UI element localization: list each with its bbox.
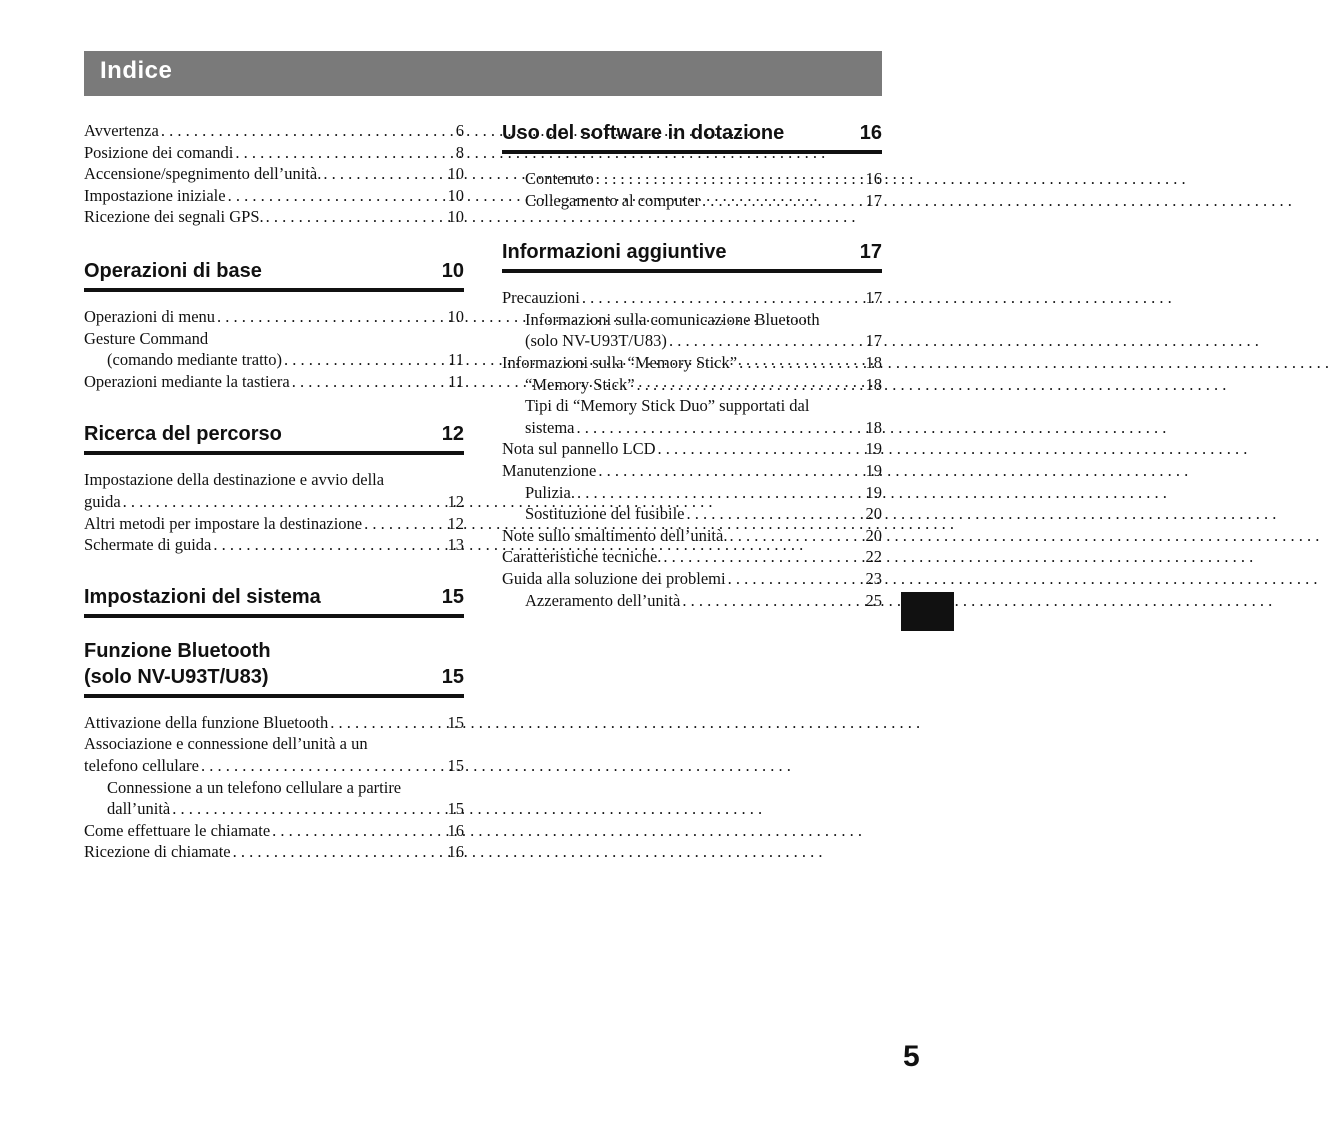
- toc-entry-text: dall’unità: [107, 799, 171, 819]
- section-operazioni-di-base: [84, 258, 464, 392]
- leader-dots: [233, 841, 446, 863]
- toc-entry-text: Caratteristiche tecniche.: [502, 547, 662, 567]
- toc-entry-page: 15: [447, 799, 464, 819]
- toc-entry-text: Ricezione dei segnali GPS.: [84, 207, 264, 227]
- section-title: Ricerca del percorso: [84, 423, 282, 446]
- toc-entry-text: Contenuto: [525, 169, 594, 188]
- toc-entry-page: 12: [447, 491, 464, 511]
- toc-entry-page: 16: [447, 820, 464, 840]
- leader-dots: [213, 534, 445, 556]
- section-heading[interactable]: [84, 584, 464, 618]
- toc-entry-page: 10: [447, 207, 464, 227]
- toc-entry-text: (solo NV-U93T/U83): [525, 331, 667, 351]
- leader-dots: [323, 163, 445, 185]
- toc-entry[interactable]: [502, 546, 882, 568]
- toc-entry-text: Accensione/spegnimento dell’unità.: [84, 164, 322, 184]
- toc-entry[interactable]: [84, 798, 464, 820]
- toc-entry-text: Impostazione iniziale: [84, 185, 226, 205]
- section-title: Impostazioni del sistema: [84, 585, 321, 608]
- leader-dots: [172, 798, 445, 820]
- toc-entry[interactable]: [502, 438, 882, 460]
- toc-entry-page: 18: [865, 417, 882, 437]
- section-title: Informazioni aggiuntive: [502, 241, 727, 264]
- toc-entry-page: 19: [865, 460, 882, 480]
- toc-entry-text: Ricezione di chiamate: [84, 842, 231, 862]
- toc-entry[interactable]: [84, 841, 464, 863]
- toc-entry[interactable]: [84, 206, 464, 228]
- toc-entry[interactable]: [502, 590, 882, 612]
- leader-dots: [582, 287, 864, 309]
- toc-entry-page: 22: [865, 547, 882, 567]
- leader-dots: [686, 503, 863, 525]
- section-page: 15: [441, 585, 464, 608]
- toc-entry-text: guida: [84, 491, 121, 511]
- toc-entry-page: 17: [865, 331, 882, 351]
- leader-dots: [201, 755, 446, 777]
- toc-entry-page: 20: [865, 504, 882, 524]
- page-number: 5: [903, 1040, 920, 1073]
- section-heading[interactable]: [502, 120, 882, 154]
- toc-entry[interactable]: [502, 287, 882, 309]
- toc-entry[interactable]: [502, 417, 882, 439]
- section-page: 17: [859, 241, 882, 264]
- section-page: 10: [441, 259, 464, 282]
- leader-dots: [598, 460, 863, 482]
- toc-entry[interactable]: [84, 820, 464, 842]
- toc-entry-text: Sostituzione del fusibile: [525, 504, 685, 524]
- toc-entry-text: sistema: [525, 417, 575, 437]
- toc-entry[interactable]: [84, 142, 464, 164]
- section-uso-del-software: [502, 120, 882, 211]
- section-ricerca-del-percorso: [84, 421, 464, 555]
- toc-entry-text: Pulizia.: [525, 482, 575, 502]
- toc-entry[interactable]: [84, 755, 464, 777]
- leader-dots: [596, 168, 864, 190]
- toc-entry-text: Guida alla soluzione dei problemi: [502, 568, 726, 588]
- toc-entry[interactable]: [84, 120, 464, 142]
- leader-dots: [702, 190, 863, 212]
- toc-entry[interactable]: [84, 185, 464, 207]
- toc-entry-text: Manutenzione: [502, 460, 597, 480]
- toc-entry-page: 23: [865, 568, 882, 588]
- toc-entry-page: 20: [865, 525, 882, 545]
- toc-entry-text: Collegamento al computer: [525, 190, 701, 210]
- toc-entry-text: Precauzioni: [502, 288, 580, 308]
- leader-dots: [228, 185, 446, 207]
- leader-dots: [729, 525, 863, 547]
- toc-entry-page: 17: [865, 288, 882, 308]
- page-title: Indice: [100, 57, 173, 84]
- section-heading[interactable]: [84, 258, 464, 292]
- leader-dots: [330, 712, 445, 734]
- toc-entry-text: “Memory Stick”: [525, 374, 635, 394]
- toc-entry-line[interactable]: Connessione a un telefono cellulare a partire: [107, 777, 402, 797]
- leader-dots: [739, 352, 863, 374]
- section-heading[interactable]: [502, 239, 882, 273]
- section-title: Operazioni di base: [84, 259, 262, 282]
- section-page: 16: [859, 122, 882, 144]
- leader-dots: [658, 438, 864, 460]
- section-title: Funzione Bluetooth (solo NV-U93T/U83): [84, 639, 271, 688]
- toc-entry-text: Azzeramento dell’unità: [525, 590, 681, 610]
- toc-entry-page: 11: [448, 371, 464, 391]
- leader-dots: [123, 491, 446, 513]
- toc-entry-text: Operazioni di menu: [84, 306, 216, 326]
- toc-entry-page: 16: [865, 169, 882, 188]
- leader-dots: [161, 120, 454, 142]
- toc-entry-text: Come effettuare le chiamate: [84, 820, 271, 840]
- toc-entry-page: 19: [865, 482, 882, 502]
- leader-dots: [577, 482, 864, 504]
- toc-entry[interactable]: [502, 374, 882, 396]
- toc-entry[interactable]: [502, 568, 882, 590]
- leader-dots: [682, 590, 863, 612]
- toc-entry[interactable]: [502, 168, 882, 190]
- toc-left-column: [84, 120, 464, 863]
- toc-entry-page: 15: [447, 712, 464, 732]
- toc-entry[interactable]: [502, 482, 882, 504]
- toc-entry-text: Note sullo smaltimento dell’unità.: [502, 525, 728, 545]
- toc-entry-text: Avvertenza: [84, 121, 159, 140]
- toc-entry[interactable]: [502, 503, 882, 525]
- section-heading[interactable]: [84, 421, 464, 455]
- section-heading[interactable]: [84, 638, 464, 698]
- leader-dots: [577, 417, 864, 439]
- section-page: 12: [441, 423, 464, 446]
- toc-entry-page: 18: [865, 374, 882, 394]
- toc-entry-text: Nota sul pannello LCD: [502, 439, 656, 459]
- toc-entry-line[interactable]: Associazione e connessione dell’unità a un: [84, 734, 368, 754]
- toc-entry-page: 19: [865, 439, 882, 459]
- toc-entry-page: 18: [865, 352, 882, 372]
- toc-entry-page: 13: [447, 535, 464, 555]
- toc-intro-list: [84, 120, 464, 228]
- toc-entry[interactable]: [84, 349, 464, 371]
- toc-entry-text: Altri metodi per impostare la destinazione: [84, 513, 363, 533]
- toc-entry-page: 11: [448, 350, 464, 370]
- toc-entry-text: (comando mediante tratto): [107, 350, 283, 370]
- section-page: 15: [441, 665, 464, 688]
- toc-entry-text: Operazioni mediante la tastiera: [84, 371, 290, 391]
- toc-right-column: [502, 120, 882, 611]
- leader-dots: [637, 374, 864, 396]
- section-title: Uso del software in dotazione: [502, 122, 785, 144]
- toc-entry-line[interactable]: Impostazione della destinazione e avvio della: [84, 470, 385, 490]
- toc-entry[interactable]: [84, 306, 464, 328]
- toc-entry[interactable]: [84, 513, 464, 535]
- toc-entry-page: 15: [447, 755, 464, 775]
- toc-entry[interactable]: [84, 534, 464, 556]
- leader-dots: [364, 513, 445, 535]
- toc-entry-text: telefono cellulare: [84, 755, 199, 775]
- leader-dots: [217, 306, 445, 328]
- toc-entry-page: 10: [447, 164, 464, 184]
- toc-entry[interactable]: [84, 371, 464, 393]
- toc-entry[interactable]: [502, 330, 882, 352]
- toc-entry-page: 6: [455, 121, 464, 140]
- toc-entry[interactable]: [84, 491, 464, 513]
- leader-dots: [235, 142, 453, 164]
- toc-entry[interactable]: [502, 460, 882, 482]
- toc-entry-page: 10: [447, 306, 464, 326]
- leader-dots: [663, 546, 863, 568]
- toc-entry[interactable]: [502, 190, 882, 212]
- leader-dots: [728, 568, 864, 590]
- section-impostazioni-del-sistema: [84, 584, 464, 618]
- toc-entry-text: Attivazione della funzione Bluetooth: [84, 712, 329, 732]
- chapter-tab-marker: [901, 592, 954, 631]
- leader-dots: [669, 330, 864, 352]
- toc-entry-text: Informazioni sulla “Memory Stick”: [502, 352, 738, 372]
- toc-entry[interactable]: [502, 525, 882, 547]
- toc-entry-page: 16: [447, 842, 464, 862]
- leader-dots: [284, 349, 446, 371]
- toc-entry-page: 12: [447, 513, 464, 533]
- toc-entry-page: 17: [865, 190, 882, 210]
- section-informazioni-aggiuntive: [502, 239, 882, 611]
- toc-entry[interactable]: [84, 163, 464, 185]
- toc-entry-page: 8: [455, 142, 464, 162]
- toc-entry-line[interactable]: Informazioni sulla comunicazione Bluetooth: [525, 309, 820, 329]
- leader-dots: [292, 371, 446, 393]
- toc-entry-line[interactable]: Tipi di “Memory Stick Duo” supportati dal: [525, 396, 810, 416]
- toc-entry-page: 10: [447, 185, 464, 205]
- section-funzione-bluetooth: [84, 638, 464, 863]
- toc-entry-page: 25: [865, 590, 882, 610]
- toc-entry[interactable]: [84, 712, 464, 734]
- toc-entry-line[interactable]: Gesture Command: [84, 328, 209, 348]
- title-banner: [84, 51, 882, 96]
- toc-entry[interactable]: [502, 352, 882, 374]
- toc-entry-text: Schermate di guida: [84, 535, 212, 555]
- leader-dots: [266, 206, 446, 228]
- leader-dots: [272, 820, 445, 842]
- toc-entry-text: Posizione dei comandi: [84, 142, 234, 162]
